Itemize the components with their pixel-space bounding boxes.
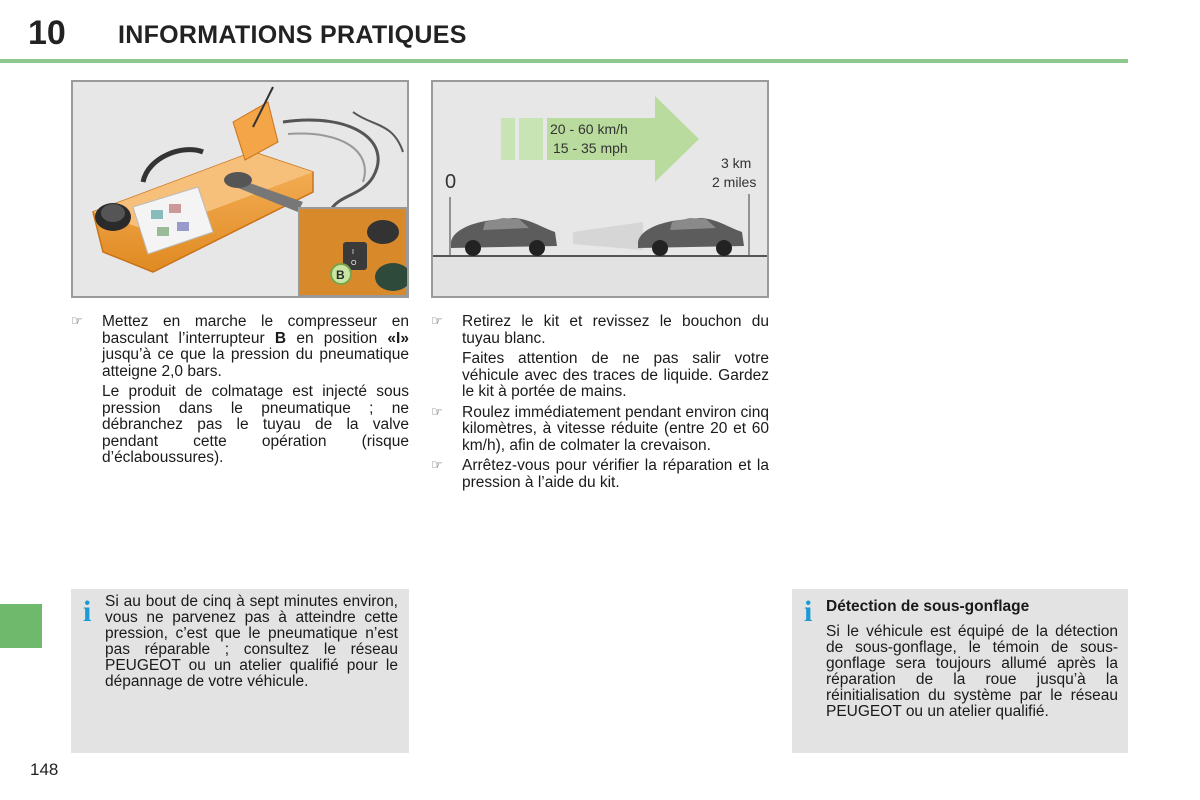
distance-km: 3 km [721,155,752,171]
instruction-step: ☞ Retirez le kit et revissez le bouchon du tuyau blanc. [431,313,769,347]
chapter-number: 10 [28,14,66,52]
info-icon: i [804,595,813,628]
info-icon: i [83,595,92,628]
instruction-step: ☞ Roulez immédiatement pendant environ cinq kilomètres, à vitesse réduite (entre 20 et 60 km/h), afin de colmater la crevaison. [431,403,769,454]
chapter-title: INFORMATIONS PRATIQUES [118,21,467,49]
switch-b-label: B [336,268,345,282]
info-box-pressure [71,589,409,753]
speed-mph: 15 - 35 mph [553,140,628,156]
info-box-text: Si au bout de cinq à sept minutes environ, vous ne parvenez pas à atteindre cette pression, c’est que le pneumatique n’est pas réparable ; consultez le réseau PEUGEOT ou un atelier qualifié pour le dépannage de votre véhicule. [105,593,398,690]
distance-miles: 2 miles [712,174,757,190]
chapter-side-tab [0,604,42,648]
pointing-hand-icon: ☞ [71,314,83,329]
instruction-note: Le produit de colmatage est injecté sous pression dans le pneumatique ; ne débranchez pas le tuyau de la valve pendant cette opération (risque d’éclaboussures). [102,383,409,466]
info-box-underinflation [792,589,1128,753]
pointing-hand-icon: ☞ [431,404,443,420]
instructions-column-2 [431,314,769,495]
page-number: 148 [30,760,59,779]
speed-arrow-stripe [519,118,543,160]
speed-arrow [547,96,699,182]
drive-distance-drawing [433,82,767,296]
drive-distance-illustration [431,80,769,298]
car-start [451,218,557,256]
pointing-hand-icon: ☞ [431,314,443,329]
car-moving [638,218,744,256]
instruction-note: Faites attention de ne pas salir votre véhicule avec des traces de liquide. Gardez le kit à portée de mains. [462,350,769,400]
road [433,256,767,296]
instructions-column-1 [71,314,409,471]
pointing-hand-icon: ☞ [431,458,443,473]
info-box-text: Si le véhicule est équipé de la détection de sous-gonflage, le témoin de sous-gonflage sera toujours allumé après la réparation de la roue jusqu’à la réinitialisation du système par le réseau PEUGEOT ou un atelier qualifié. [826,623,1118,720]
start-marker-label: 0 [445,171,457,193]
speed-arrow-stripe [501,118,515,160]
instruction-step: ☞ Mettez en marche le compresseur en basculant l’interrupteur B en position «I» jusqu’à ce que la pression du pneumatique atteigne 2,0 bars. [71,313,409,380]
header-rule [0,59,1128,63]
switch-position-off: O [351,260,357,267]
compressor-kit-drawing [73,82,407,296]
compressor-kit-illustration [71,80,409,298]
switch-position-on: I [352,249,354,256]
motion-blur [573,222,643,250]
instruction-step: ☞ Arrêtez-vous pour vérifier la réparation et la pression à l’aide du kit. [431,457,769,491]
speed-kmh: 20 - 60 km/h [550,121,628,137]
info-box-title: Détection de sous-gonflage [826,598,1030,615]
